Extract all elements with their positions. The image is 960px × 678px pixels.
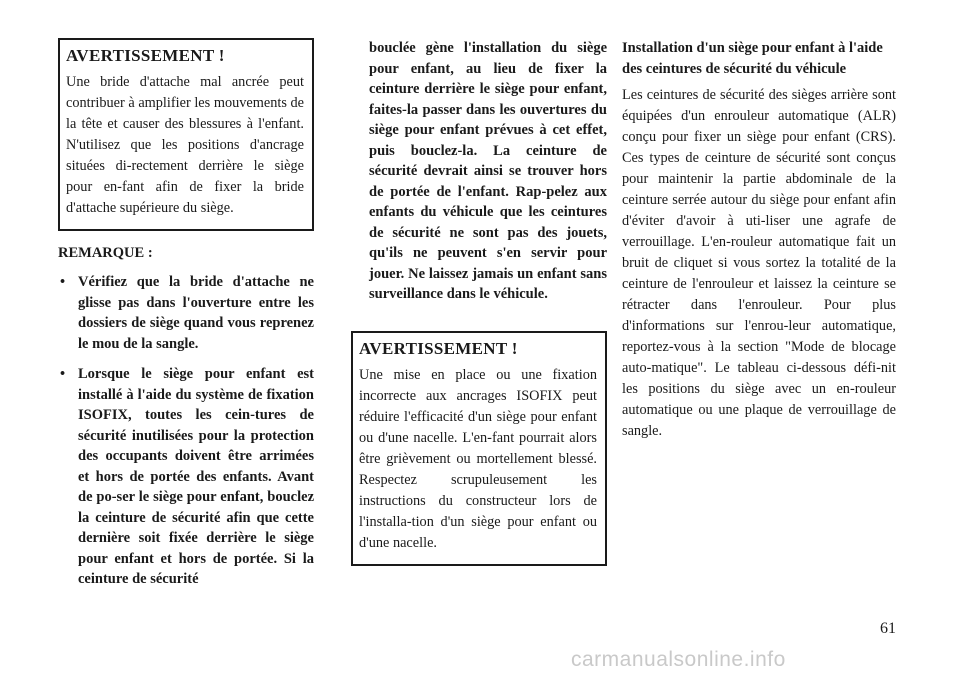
bullet-text: Lorsque le siège pour enfant est installé à l'aide du système de fixation ISOFIX, toutes les cein-tures de sécurité inutilisées pour la protection des occupants doivent être arrimées et hors de portée des enfants. Avant de po-ser le siège pour enfant, bouclez la ceinture de sécurité afin que cette dernière soit fixée derrière le siège pour enfant et hors de portée. Si la ceinture de sécurité: [78, 366, 314, 587]
warning-box-isofix: [351, 331, 607, 566]
bullet-continuation: bouclée gène l'installation du siège pour enfant, au lieu de fixer la ceinture derrière le siège pour enfant, faites-la passer dans les ouvertures du siège pour enfant prévues à cet effet, puis bouclez-la. La ceinture de sécurité devrait ainsi se trouver hors de portée de l'enfant. Rap-pelez aux enfants du véhicule que les ceintures de sécurité ne sont pas des jouets, qu'ils ne peuvent s'en servir pour jouer. Ne laissez jamais un enfant sans surveillance dans le véhicule.: [369, 40, 607, 302]
bullet-item: [58, 364, 314, 590]
watermark: carmanualsonline.info: [571, 648, 786, 671]
bullet-symbol: •: [60, 366, 66, 382]
right-column: [622, 38, 896, 442]
warning-title: AVERTISSEMENT !: [66, 46, 225, 65]
left-column: [58, 38, 314, 600]
warning-body: Une mise en place ou une fixation incorrecte aux ancrages ISOFIX peut réduire l'efficacité d'un siège pour enfant ou d'une nacelle. L'en-fant pourrait alors être grièvement ou mortellement blessé. Respectez scrupuleusement les instructions du constructeur lors de l'installa-tion d'un siège pour enfant ou d'une nacelle.: [359, 366, 597, 551]
page-number: 61: [880, 620, 896, 637]
warning-box-tether: [58, 38, 314, 231]
warning-title: AVERTISSEMENT !: [359, 338, 518, 358]
middle-column: [351, 38, 607, 566]
bullet-item: [58, 272, 314, 354]
warning-body: Une bride d'attache mal ancrée peut contribuer à amplifier les mouvements de la tête et causer des blessures à l'enfant. N'utilisez que les positions d'ancrage situées di-rectement derrière le siège pour en-fant afin de fixer la bride d'attache supérieure du siège.: [66, 74, 304, 216]
bullet-symbol: •: [60, 274, 66, 290]
remark-label: REMARQUE :: [58, 245, 153, 261]
section-body: Les ceintures de sécurité des sièges arrière sont équipées d'un enrouleur automatique (ALR) conçu pour fixer un siège pour enfant (CRS). Ces types de ceinture de sécurité sont conçus pour maintenir la partie abdominale de la ceinture serrée autour du siège pour enfant afin d'éviter d'avoir à uti-liser une agrafe de verrouillage. L'en-rouleur automatique fait un bruit de cliquet si vous sortez la totalité de la ceinture de l'enrouleur et laissez la ceinture se rétracter dans l'enrouleur. Pour plus d'informations sur l'enrou-leur automatique, reportez-vous à la section "Mode de blocage auto-matique". Le tableau ci-dessous défi-nit les positions du siège avec un en-rouleur automatique ou une plaque de verrouillage de sangle.: [622, 87, 896, 439]
bullet-text: Vérifiez que la bride d'attache ne glisse pas dans l'ouverture entre les dossiers de siège quand vous reprenez le mou de la sangle.: [78, 274, 314, 352]
section-heading: Installation d'un siège pour enfant à l'aide des ceintures de sécurité du véhicule: [622, 40, 883, 77]
